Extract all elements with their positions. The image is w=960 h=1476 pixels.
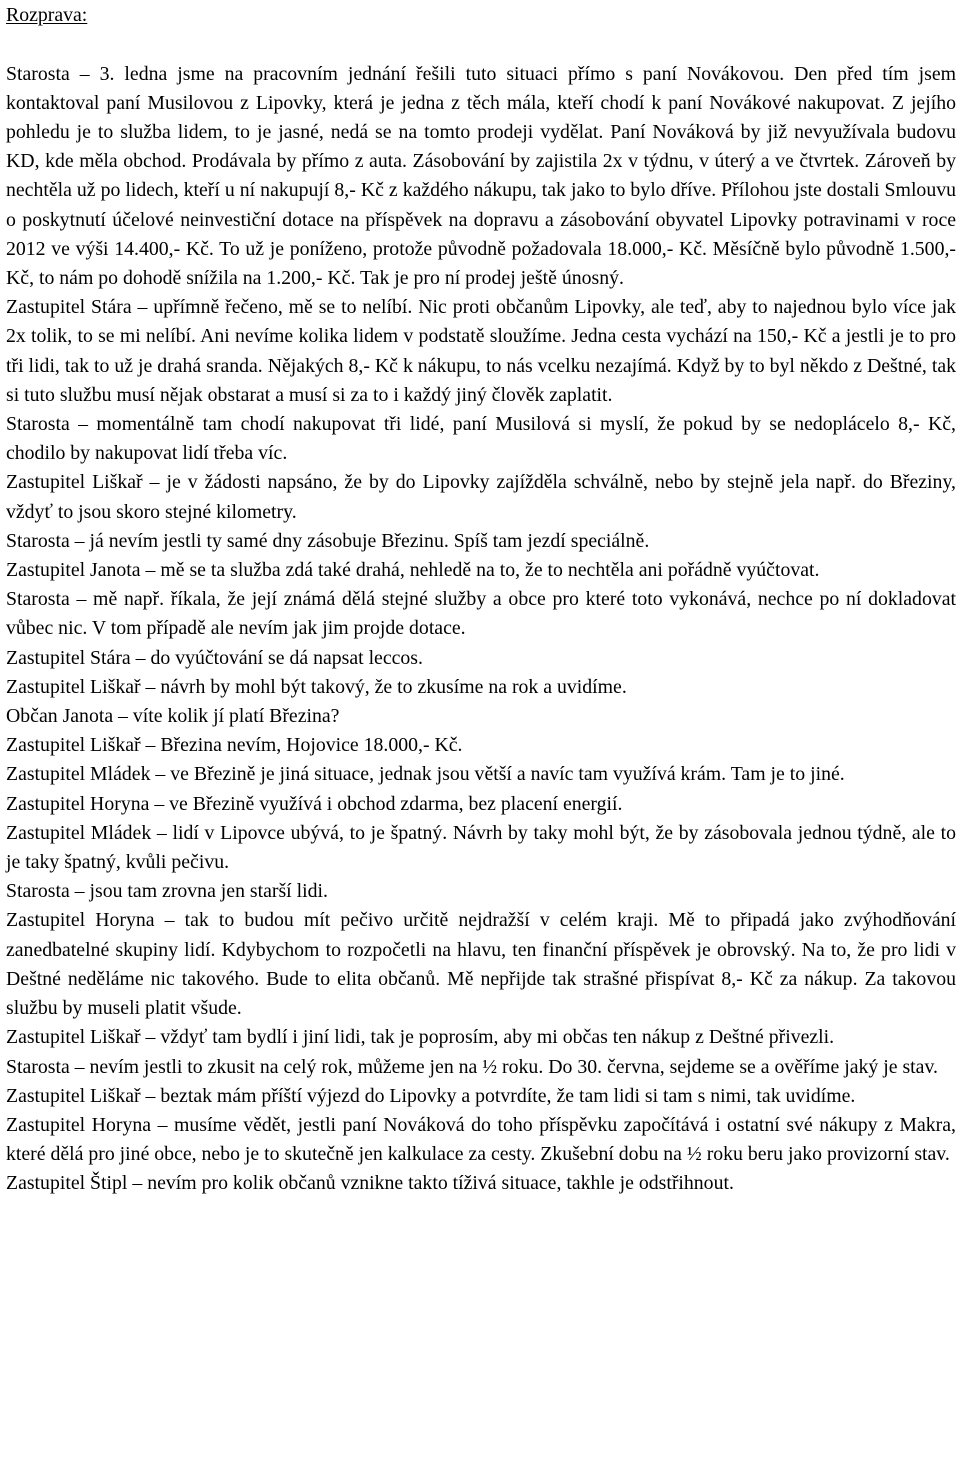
section-heading: Rozprava:: [6, 4, 88, 26]
paragraph-stara-1: Zastupitel Stára – upřímně řečeno, mě se to nelíbí. Nic proti občanům Lipovky, ale teď, aby to najednou bylo více jak 2x tolik, to se mi nelíbí. Ani nevíme kolika lidem v podstatě sloužíme. Jedna cesta vychází na 150,- Kč a jestli je to pro tři lidi, tak to už je drahá sranda. Nějakých 8,- Kč k nákupu, to nás vcelku nezajímá. Když by to byl někdo z Deštné, tak si tuto službu musí nějak obstarat a musí si za to i každý jiný člověk zaplatit.: [6, 296, 956, 406]
paragraph-starosta-4: Starosta – mě např. říkala, že její známá dělá stejné služby a obce pro které toto vykonává, nechce po ní dokladovat vůbec nic. V tom případě ale nevím jak jim projde dotace.: [6, 588, 956, 640]
paragraph-liskar-4: Zastupitel Liškař – vždyť tam bydlí i jiní lidi, tak je poprosím, aby mi občas ten nákup z Deštné přivezli.: [6, 1026, 835, 1049]
document-page: [6, 0, 956, 1199]
blank-line: [6, 30, 956, 59]
paragraph-mladek-2: Zastupitel Mládek – lidí v Lipovce ubývá, to je špatný. Návrh by taky mohl být, že by zásobovala jednou týdně, ale to je taky špatný, kvůli pečivu.: [6, 821, 956, 874]
paragraph-starosta-3: Starosta – já nevím jestli ty samé dny zásobuje Březinu. Spíš tam jezdí speciálně.: [6, 529, 650, 552]
paragraph-starosta-6: Starosta – nevím jestli to zkusit na celý rok, můžeme jen na ½ roku. Do 30. června, sejdeme se a ověříme jaký je stav.: [6, 1055, 939, 1078]
paragraph-obcan-janota: Občan Janota – víte kolik jí platí Březina?: [6, 705, 340, 728]
paragraph-starosta-5: Starosta – jsou tam zrovna jen starší lidi.: [6, 880, 328, 903]
paragraph-liskar-1: Zastupitel Liškař – je v žádosti napsáno, že by do Lipovky zajížděla schválně, nebo by stejně jela např. do Březiny, vždyť to jsou skoro stejné kilometry.: [6, 471, 956, 523]
paragraph-horyna-3: Zastupitel Horyna – musíme vědět, jestli paní Nováková do toho příspěvku započítává i ostatní své nákupy z Makra, které dělá pro jiné obce, nebo je to skutečně jen kalkulace za cesty. Zkušební dobu na ½ roku beru jako provizorní stav.: [6, 1113, 956, 1166]
paragraph-janota-1: Zastupitel Janota – mě se ta služba zdá také drahá, nehledě na to, že to nechtěla ani pořádně vyúčtovat.: [6, 559, 820, 582]
paragraph-liskar-2: Zastupitel Liškař – návrh by mohl být takový, že to zkusíme na rok a uvidíme.: [6, 675, 627, 698]
paragraph-liskar-3: Zastupitel Liškař – Březina nevím, Hojovice 18.000,- Kč.: [6, 734, 463, 757]
paragraph-stipl: Zastupitel Štipl – nevím pro kolik občanů vznikne takto tíživá situace, takhle je odstřihnout.: [6, 1172, 734, 1195]
paragraph-mladek-1: Zastupitel Mládek – ve Březině je jiná situace, jednak jsou větší a navíc tam využívá krám. Tam je to jiné.: [6, 763, 845, 786]
paragraph-liskar-5: Zastupitel Liškař – beztak mám příští výjezd do Lipovky a potvrdíte, že tam lidi si tam s nimi, tak uvidíme.: [6, 1084, 856, 1107]
paragraph-starosta-2: Starosta – momentálně tam chodí nakupovat tři lidé, paní Musilová si myslí, že pokud by se nedoplácelo 8,- Kč, chodilo by nakupovat lidí třeba víc.: [6, 413, 956, 465]
paragraph-horyna-1: Zastupitel Horyna – ve Březině využívá i obchod zdarma, bez placení energií.: [6, 792, 623, 815]
paragraph-horyna-2: Zastupitel Horyna – tak to budou mít pečivo určitě nejdražší v celém kraji. Mě to připadá jako zvýhodňování zanedbatelné skupiny lidí. Kdybychom to rozpočetli na hlavu, ten finanční příspěvek je obrovský. Na to, že pro lidi v Deštné neděláme nic takového. Bude to elita občanů. Mě nepřijde tak strašné přispívat 8,- Kč za nákup. Za takovou službu by museli platit všude.: [6, 909, 956, 1020]
paragraph-starosta-intro: Starosta – 3. ledna jsme na pracovním jednání řešili tuto situaci přímo s paní Novákovou. Den před tím jsem kontaktoval paní Musilovou z Lipovky, která je jedna z těch mála, kteří chodí k paní Novákové nakupovat. Z jejího pohledu je to služba lidem, to je jasné, nedá se na tomto prodeji vydělat. Paní Nováková by již nevyužívala budovu KD, kde měla obchod. Prodávala by přímo z auta. Zásobování by zajistila 2x v týdnu, v úterý a ve čtvrtek. Zároveň by nechtěla už po lidech, kteří u ní nakupují 8,- Kč z každého nákupu, tak jako to bylo dříve. Přílohou jste dostali Smlouvu o poskytnutí účelové neinvestiční dotace na příspěvek na dopravu a zásobování obyvatel Lipovky potravinami v roce 2012 ve výši 14.400,- Kč. To už je poníženo, protože původně požadovala 18.000,- Kč. Měsíčně bylo původně 1.500,- Kč, to nám po dohodě snížila na 1.200,- Kč. Tak je pro ní prodej ještě únosný.: [6, 62, 956, 290]
paragraph-stara-2: Zastupitel Stára – do vyúčtování se dá napsat leccos.: [6, 646, 423, 669]
